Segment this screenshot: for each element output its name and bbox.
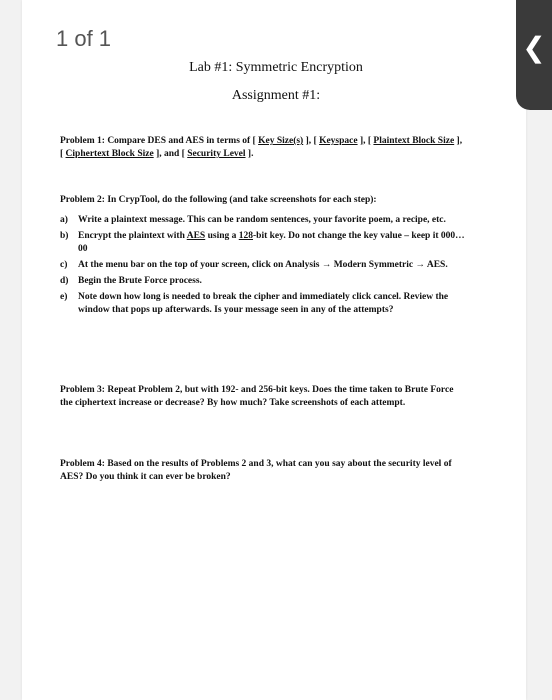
step-a <box>60 214 466 227</box>
problem-1-end: ]. <box>245 149 254 159</box>
term-aes: AES <box>186 231 206 241</box>
chevron-left-icon: ❮ <box>522 31 546 64</box>
term-keyspace: Keyspace <box>319 136 358 146</box>
problem-3: Problem 3: Repeat Problem 2, but with 192- and 256-bit keys. Does the time taken to Brute Force the ciphertext increase or decrease? By how much? Take screenshots of each attempt. <box>60 385 454 408</box>
step-text: Begin the Brute Force process. <box>78 276 202 286</box>
separator: ], [ <box>357 136 374 146</box>
term-key-size: Key Size(s) <box>258 136 304 146</box>
step-text: Write a plaintext message. This can be random sentences, your favorite poem, a recipe, etc. <box>78 215 446 225</box>
step-marker: c) <box>60 260 68 270</box>
step-e <box>60 291 466 317</box>
step-marker: e) <box>60 292 68 302</box>
problem-2-intro: Problem 2: In CrypTool, do the following (and take screenshots for each step): <box>60 195 377 205</box>
step-c <box>60 259 466 272</box>
assignment-title: Assignment #1: <box>231 88 321 103</box>
term-security-level: Security Level <box>187 149 246 159</box>
step-d <box>60 275 466 288</box>
term-plaintext-block-size: Plaintext Block Size <box>373 136 455 146</box>
separator: ], and [ <box>153 149 188 159</box>
step-marker: a) <box>60 215 68 225</box>
problem-1 <box>60 135 466 161</box>
separator: ], [ <box>60 136 463 159</box>
problem-1-lead: Problem 1: Compare DES and AES in terms of [ <box>60 136 259 146</box>
step-b-post: -bit key. Do not change the key value – keep it 000…00 <box>78 231 465 254</box>
step-marker: d) <box>60 276 69 286</box>
step-b-mid: using a <box>205 231 239 241</box>
term-128: 128 <box>238 231 253 241</box>
lab-title: Lab #1: Symmetric Encryption <box>189 60 363 75</box>
step-text: At the menu bar on the top of your screen, click on Analysis → Modern Symmetric → AES. <box>78 260 448 270</box>
document-page <box>22 0 526 700</box>
problem-4: Problem 4: Based on the results of Problems 2 and 3, what can you say about the security level of AES? Do you think it can ever be broken? <box>60 459 452 482</box>
step-marker: b) <box>60 231 69 241</box>
page-counter: 1 of 1 <box>56 26 112 51</box>
separator: ], [ <box>303 136 320 146</box>
step-text: Note down how long is needed to break the cipher and immediately click cancel. Review the window that pops up afterwards. Is your message seen in any of the attempts? <box>78 292 449 315</box>
step-text <box>78 231 465 254</box>
problem-2-steps <box>60 214 466 320</box>
step-b <box>60 230 466 256</box>
term-ciphertext-block-size: Ciphertext Block Size <box>65 149 154 159</box>
step-b-pre: Encrypt the plaintext with <box>78 231 187 241</box>
